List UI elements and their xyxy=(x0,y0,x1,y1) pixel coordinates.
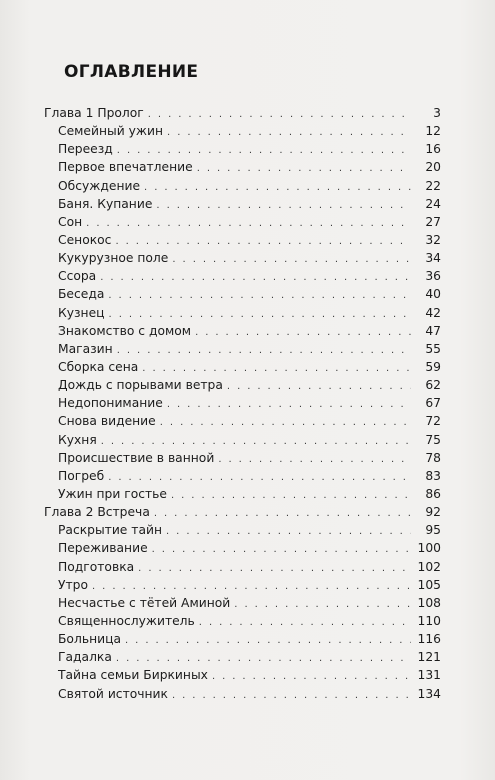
toc-page-number: 121 xyxy=(417,650,441,665)
toc-section-entry xyxy=(44,158,441,176)
toc-section-entry xyxy=(44,576,441,594)
toc-entry-title: Утро xyxy=(58,577,88,592)
toc-section-entry xyxy=(44,394,441,412)
toc-entry-title: Ужин при гостье xyxy=(58,486,167,501)
dot-leader xyxy=(160,414,411,432)
toc-entry-title: Переезд xyxy=(58,142,113,157)
toc-entry-title: Недопонимание xyxy=(58,396,163,411)
toc-section-entry xyxy=(44,213,441,231)
toc-page-number: 131 xyxy=(417,668,441,683)
dot-leader xyxy=(234,596,411,614)
toc-entry-title: Знакомство с домом xyxy=(58,323,192,338)
dot-leader xyxy=(86,215,411,233)
toc-page-number: 16 xyxy=(425,142,441,157)
toc-entry-title: Погреб xyxy=(58,468,105,483)
toc-page-number: 108 xyxy=(417,595,441,610)
toc-page-number: 110 xyxy=(417,613,441,628)
dot-leader xyxy=(197,160,411,178)
toc-entry-title: Гадалка xyxy=(58,650,112,665)
toc-page-number: 27 xyxy=(425,214,441,229)
toc-entry-title: Семейный ужин xyxy=(58,124,164,139)
dot-leader xyxy=(171,487,411,505)
toc-section-entry xyxy=(44,195,441,213)
toc-page-number: 116 xyxy=(417,632,441,647)
toc-entry-title: Магазин xyxy=(58,341,113,356)
toc-page-number: 100 xyxy=(417,541,441,556)
toc-entry-title: Первое впечатление xyxy=(58,160,193,175)
toc-entry-title: Беседа xyxy=(58,287,105,302)
toc-chapter-entry xyxy=(44,503,441,521)
toc-page-number: 83 xyxy=(425,468,441,483)
toc-section-entry xyxy=(44,612,441,630)
toc-section-entry xyxy=(44,322,441,340)
dot-leader xyxy=(125,632,411,650)
toc-page-number: 36 xyxy=(425,269,441,284)
toc-entry-title: Сборка сена xyxy=(58,359,139,374)
dot-leader xyxy=(108,287,411,305)
toc-page-number: 102 xyxy=(417,559,441,574)
toc-page-number: 3 xyxy=(433,106,441,120)
toc-page-number: 55 xyxy=(425,341,441,356)
dot-leader xyxy=(117,342,411,360)
toc-entry-title: Сон xyxy=(58,214,83,229)
toc-section-entry xyxy=(44,485,441,503)
toc-section-entry xyxy=(44,431,441,449)
toc-section-entry xyxy=(44,122,441,140)
toc-section-entry xyxy=(44,685,441,703)
toc-section-entry xyxy=(44,177,441,195)
toc-section-entry xyxy=(44,376,441,394)
toc-page-number: 75 xyxy=(425,432,441,447)
toc-page-number: 12 xyxy=(425,124,441,139)
dot-leader xyxy=(172,251,411,269)
toc-section-entry xyxy=(44,304,441,322)
toc-entry-title: Священнослужитель xyxy=(58,613,195,628)
toc-page-number: 40 xyxy=(425,287,441,302)
toc-entry-title: Глава 1 Пролог xyxy=(44,106,144,120)
toc-page-number: 95 xyxy=(425,523,441,538)
toc-entry-title: Сенокос xyxy=(58,232,112,247)
toc-page-number: 42 xyxy=(425,305,441,320)
dot-leader xyxy=(156,197,411,215)
dot-leader xyxy=(152,541,411,559)
toc-entry-title: Баня. Купание xyxy=(58,196,153,211)
toc-entry-title: Подготовка xyxy=(58,559,135,574)
toc-entry-title: Больница xyxy=(58,632,122,647)
toc-section-entry xyxy=(44,358,441,376)
dot-leader xyxy=(144,179,411,197)
toc-page-number: 134 xyxy=(417,686,441,701)
toc-entry-title: Снова видение xyxy=(58,414,156,429)
toc-section-entry xyxy=(44,630,441,648)
toc-section-entry xyxy=(44,467,441,485)
toc-entry-title: Обсуждение xyxy=(58,178,141,193)
toc-page-number: 105 xyxy=(417,577,441,592)
toc-section-entry xyxy=(44,449,441,467)
toc-section-entry xyxy=(44,249,441,267)
toc-entry-title: Переживание xyxy=(58,541,148,556)
toc-entry-title: Происшествие в ванной xyxy=(58,450,215,465)
toc-page-number: 67 xyxy=(425,396,441,411)
toc-section-entry xyxy=(44,558,441,576)
toc-entry-title: Дождь с порывами ветра xyxy=(58,378,223,393)
dot-leader xyxy=(100,269,411,287)
toc-page-number: 86 xyxy=(425,486,441,501)
toc-page-number: 62 xyxy=(425,378,441,393)
dot-leader xyxy=(218,451,411,469)
toc-entry-title: Несчастье с тётей Аминой xyxy=(58,595,231,610)
toc-page-number: 72 xyxy=(425,414,441,429)
toc-section-entry xyxy=(44,412,441,430)
table-of-contents xyxy=(44,104,441,703)
toc-section-entry xyxy=(44,594,441,612)
toc-entry-title: Святой источник xyxy=(58,686,168,701)
toc-page-number: 47 xyxy=(425,323,441,338)
dot-leader xyxy=(199,614,411,632)
toc-page-number: 32 xyxy=(425,232,441,247)
toc-page-number: 78 xyxy=(425,450,441,465)
toc-section-entry xyxy=(44,285,441,303)
toc-page-number: 24 xyxy=(425,196,441,211)
toc-section-entry xyxy=(44,666,441,684)
toc-entry-title: Кукурузное поле xyxy=(58,251,169,266)
toc-section-entry xyxy=(44,521,441,539)
toc-page-number: 92 xyxy=(425,505,441,520)
toc-section-entry xyxy=(44,648,441,666)
dot-leader xyxy=(172,687,411,705)
dot-leader xyxy=(167,124,411,142)
dot-leader xyxy=(167,396,411,414)
toc-entry-title: Тайна семьи Биркиных xyxy=(58,668,208,683)
toc-section-entry xyxy=(44,231,441,249)
toc-chapter-entry xyxy=(44,104,441,122)
toc-entry-title: Кухня xyxy=(58,432,97,447)
dot-leader xyxy=(148,106,411,124)
toc-page-number: 20 xyxy=(425,160,441,175)
toc-page-number: 59 xyxy=(425,359,441,374)
toc-page-number: 34 xyxy=(425,251,441,266)
toc-entry-title: Кузнец xyxy=(58,305,105,320)
toc-entry-title: Глава 2 Встреча xyxy=(44,505,150,520)
dot-leader xyxy=(212,668,411,686)
toc-page-number: 22 xyxy=(425,178,441,193)
page-title: ОГЛАВЛЕНИЕ xyxy=(64,62,199,82)
toc-entry-title: Ссора xyxy=(58,269,97,284)
toc-section-entry xyxy=(44,539,441,557)
toc-section-entry xyxy=(44,267,441,285)
toc-entry-title: Раскрытие тайн xyxy=(58,523,163,538)
dot-leader xyxy=(154,505,411,523)
dot-leader xyxy=(227,378,411,396)
toc-section-entry xyxy=(44,340,441,358)
dot-leader xyxy=(138,560,411,578)
dot-leader xyxy=(166,523,411,541)
dot-leader xyxy=(195,324,411,342)
toc-section-entry xyxy=(44,140,441,158)
